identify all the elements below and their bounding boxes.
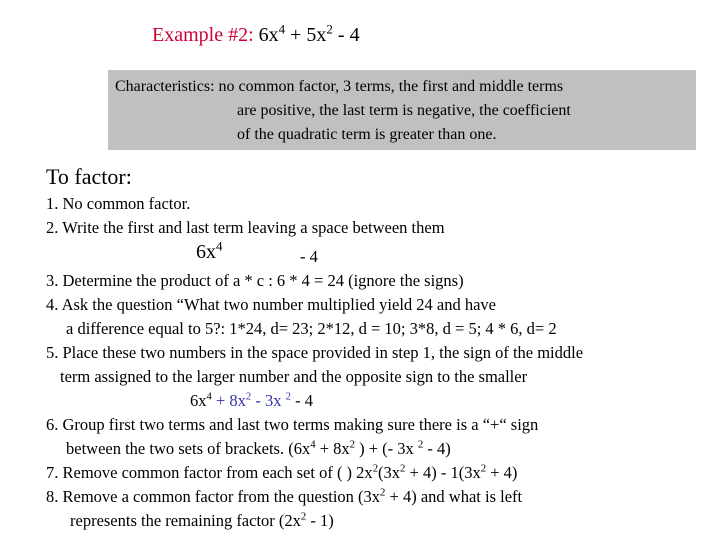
step-5-line-1: 5. Place these two numbers in the space provided in step 1, the sign of the middle <box>46 343 584 362</box>
step-5-expression: $6x^4 + 8x^2 - 3x$ $^2$ - 4 <box>190 390 314 410</box>
step-1: 1. No common factor. <box>46 194 191 213</box>
characteristics-box <box>108 70 696 150</box>
step-2-last-term: - 4 <box>300 247 318 266</box>
step-8-line-1: 8. Remove a common factor from the question $(3x^2 + 4)$ and what is left <box>46 486 523 506</box>
step-8-line-2: represents the remaining factor $(2x^2 - 1)$ <box>70 510 334 530</box>
characteristics-line-3: of the quadratic term is greater than one. <box>237 126 497 143</box>
characteristics-line-1: Characteristics: no common factor, 3 terms, the first and middle terms <box>115 78 564 95</box>
step-5-line-2: term assigned to the larger number and the opposite sign to the smaller <box>60 367 528 386</box>
step-3: 3. Determine the product of a * c : 6 * 4 = 24 (ignore the signs) <box>46 271 464 290</box>
step-4-line-1: 4. Ask the question “What two number multiplied yield 24 and have <box>46 295 496 314</box>
characteristics-line-2: are positive, the last term is negative, the coefficient <box>237 102 571 119</box>
step-2-first-term: $6x^4$ <box>196 238 223 263</box>
step-6-line-2: between the two sets of brackets. ($6x^4 + 8x^2$ ) + (- 3x $^2$ - 4) <box>66 438 451 458</box>
example-expression: $6x^4 + 5x^2 - 4$ <box>258 21 360 46</box>
step-7: 7. Remove common factor from each set of ( ) $2x^2(3x^2 + 4) - 1(3x^2 + 4)$ <box>46 462 518 482</box>
step-2: 2. Write the first and last term leaving a space between them <box>46 218 445 237</box>
example-title <box>152 21 360 47</box>
step-4-line-2: a difference equal to 5?: 1*24, d= 23; 2*12, d = 10; 3*8, d = 5; 4 * 6, d= 2 <box>66 319 557 338</box>
step-6-line-1: 6. Group first two terms and last two terms making sure there is a “+“ sign <box>46 415 539 434</box>
to-factor-heading: To factor: <box>46 164 132 189</box>
example-label: Example #2: <box>152 24 254 46</box>
